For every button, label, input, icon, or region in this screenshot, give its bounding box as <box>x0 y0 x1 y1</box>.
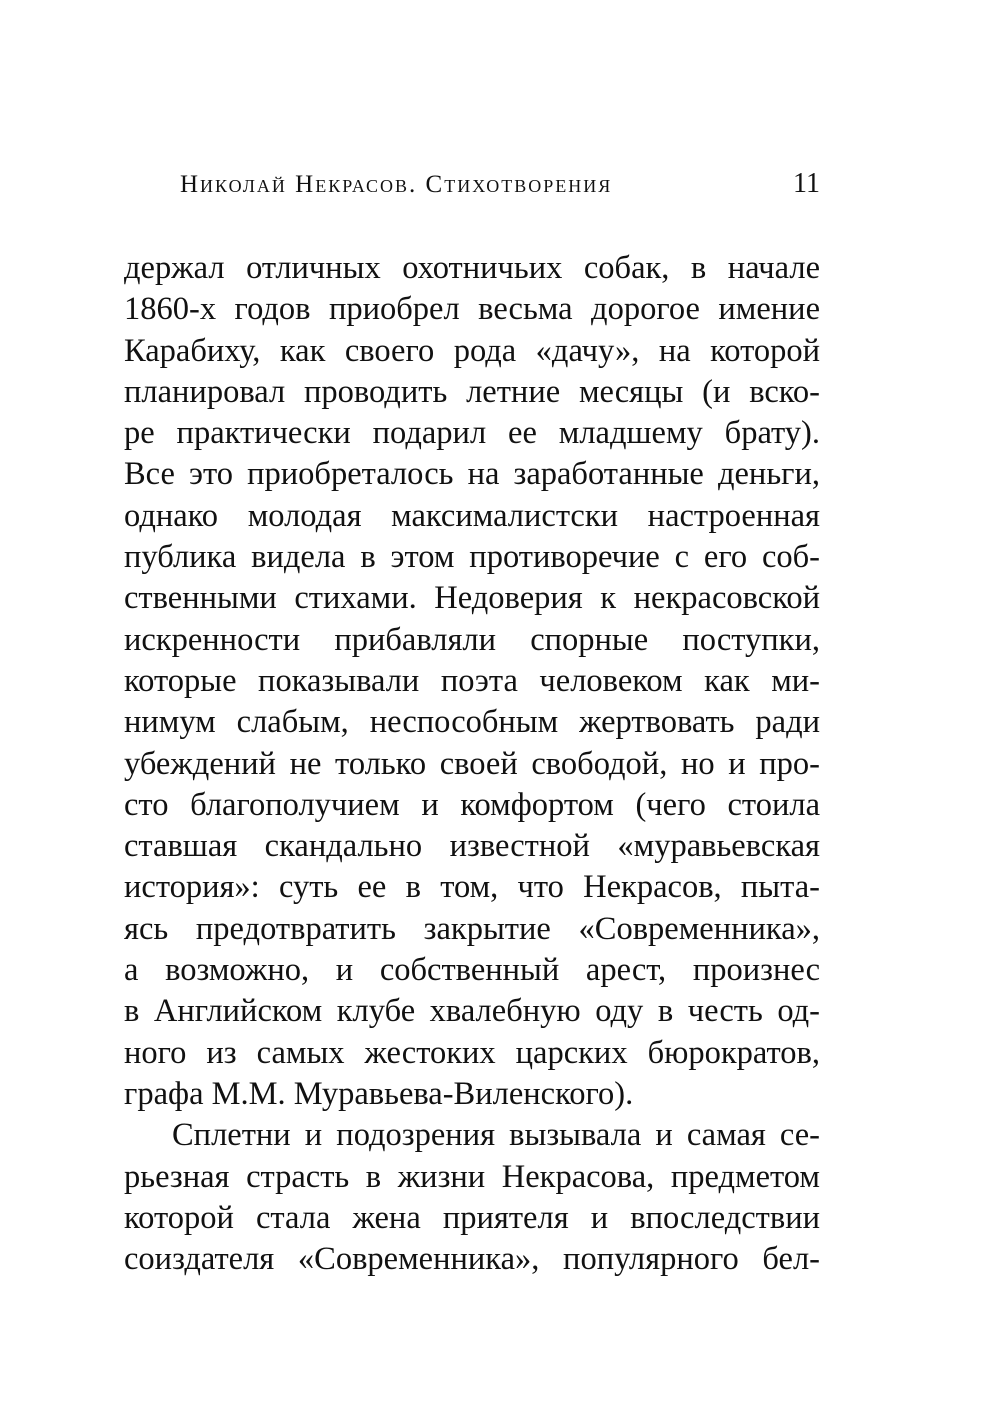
text-line: графа М.М. Муравьева-Виленского). <box>124 1075 634 1112</box>
text-line: ясь предотвратить закрытие «Современника», <box>124 910 820 947</box>
text-body <box>124 248 820 1280</box>
text-line: ставшая скандально известной «муравьевская <box>124 828 820 865</box>
paragraph-1 <box>124 248 820 1115</box>
text-line: планировал проводить летние месяцы (и вско- <box>124 373 820 410</box>
text-line: нимум слабым, неспособным жертвовать ради <box>124 704 820 741</box>
text-line: которые показывали поэта человеком как ми- <box>124 662 820 699</box>
running-title: Николай Некрасов. Стихотворения <box>180 171 613 198</box>
text-line: однако молодая максималистски настроенная <box>124 497 820 534</box>
text-line: держал отличных охотничьих собак, в начале <box>124 250 820 286</box>
text-line: убеждений не только своей свободой, но и про- <box>124 745 820 782</box>
text-line: Сплетни и подозрения вызывала и самая се- <box>172 1117 820 1154</box>
text-line: ного из самых жестоких царских бюрократов, <box>124 1034 820 1071</box>
text-line: ре практически подарил ее младшему брату). <box>124 415 820 452</box>
text-line: искренности прибавляли спорные поступки, <box>124 621 820 658</box>
text-line: публика видела в этом противоречие с его соб- <box>124 539 820 576</box>
text-line: а возможно, и собственный арест, произнес <box>124 952 820 989</box>
text-line: Все это приобреталось на заработанные деньги, <box>124 456 820 493</box>
text-line: история»: суть ее в том, что Некрасов, пыта- <box>124 869 820 906</box>
text-line: рьезная страсть в жизни Некрасова, предметом <box>124 1158 820 1195</box>
paragraph-2 <box>124 1115 820 1280</box>
text-line: соиздателя «Современника», популярного бел- <box>124 1241 820 1278</box>
text-line: ственными стихами. Недоверия к некрасовской <box>124 580 820 617</box>
text-line: Карабиху, как своего рода «дачу», на которой <box>124 332 820 369</box>
text-line: в Английском клубе хвалебную оду в честь од- <box>124 993 820 1030</box>
page-number: 11 <box>793 168 820 199</box>
text-line: 1860-х годов приобрел весьма дорогое имение <box>124 291 820 328</box>
text-line: сто благополучием и комфортом (чего стоила <box>124 786 820 823</box>
running-head <box>180 168 820 208</box>
text-line: которой стала жена приятеля и впоследствии <box>124 1199 820 1236</box>
